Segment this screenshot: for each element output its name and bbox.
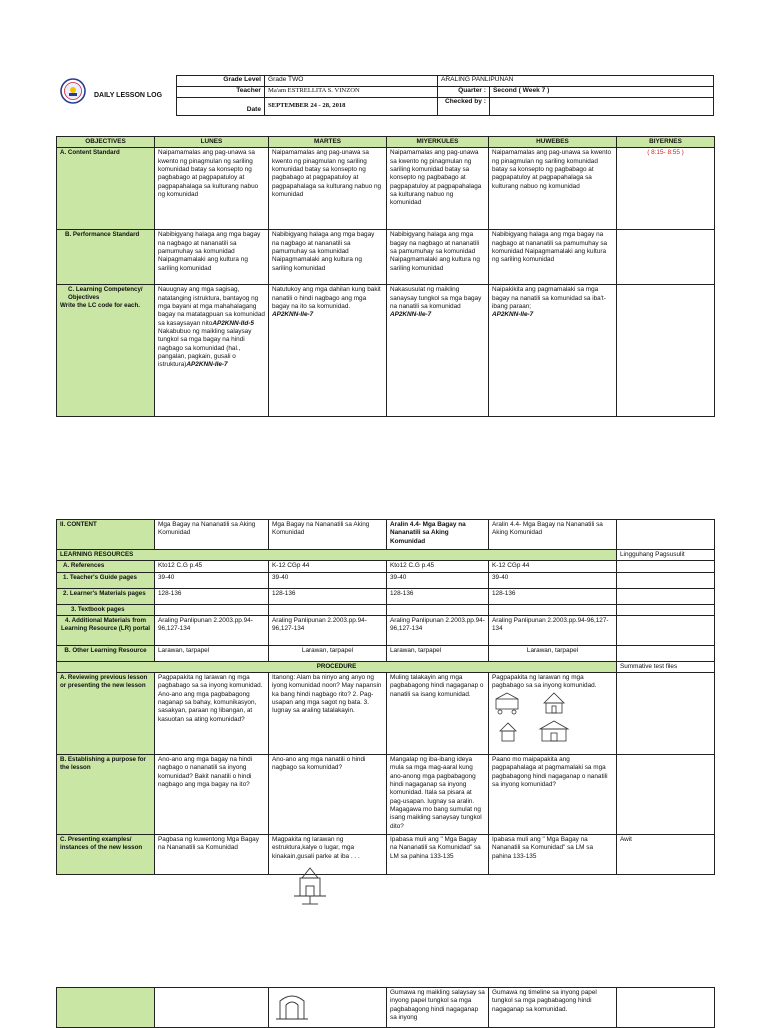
grade-level-label: Grade Level xyxy=(177,76,265,87)
textbook-thursday xyxy=(489,604,617,615)
lc-monday-text-1: Nauugnay ang mga sagisag, natatanging istruktura, bantayog ng mga bayani at mga mahahalagang bagay na matatagpuan sa komunidad sa kasaysayan nito xyxy=(158,286,265,327)
additional-materials-thursday: Araling Panlipunan 2.2003.pp.94-96,127-134 xyxy=(489,615,617,645)
other-resource-thursday: Larawan, tarpapel xyxy=(489,645,617,661)
quarter-value: Second ( Week 7 ) xyxy=(490,87,714,98)
additional-materials-friday xyxy=(617,615,715,645)
teachers-guide-label: 1. Teacher's Guide pages xyxy=(57,572,155,588)
learners-materials-monday: 128-136 xyxy=(155,588,269,604)
learners-materials-thursday: 128-136 xyxy=(489,588,617,604)
procedure-friday: Summative test files xyxy=(617,661,715,672)
day-header-wednesday: MIYERKULES xyxy=(387,137,489,148)
next-thursday: Gumawa ng timeline sa inyong papel tungkol sa mga pagbabagong hindi nagaganap sa komunidad. xyxy=(489,988,617,1028)
content-standard-wednesday: Naipamamalas ang pag-unawa sa kwento ng pinagmulan ng sariling komunidad batay sa konsepto ng pagbabago at pagpapatuloy at pagpapahalaga sa kulturang nabuo ng komunidad xyxy=(387,148,489,230)
performance-standard-label: B. Performance Standard xyxy=(57,230,155,285)
references-monday: Kto12 C.G p.45 xyxy=(155,561,269,572)
review-friday xyxy=(617,673,715,755)
lc-tuesday-code: AP2KNN-IIe-7 xyxy=(272,311,314,319)
subject-value: ARALING PANLIPUNAN xyxy=(438,76,714,87)
other-resource-tuesday: Larawan, tarpapel xyxy=(269,645,387,661)
references-thursday: K-12 CGp 44 xyxy=(489,561,617,572)
content-friday xyxy=(617,520,715,550)
deped-seal-logo xyxy=(60,78,86,104)
textbook-tuesday xyxy=(269,604,387,615)
lc-tuesday-text: Natutukoy ang mga dahilan kung bakit nanatili o hindi nagbago ang mga bagay na ito sa komunidad. xyxy=(272,286,381,310)
community-images-sketch xyxy=(492,691,612,743)
content-standard-friday-time: ( 8:15- 8:55 ) xyxy=(617,148,715,230)
performance-standard-thursday: Nabibigyang halaga ang mga bagay na nagbago at nananatili sa pamumuhay sa komunidad Naipagmamalaki ang kultura ng sariling komunidad xyxy=(489,230,617,285)
presenting-tuesday: Magpakita ng larawan ng estruktura,kalye o lugar, mga kinakain,gusali parke at iba . . . xyxy=(269,835,387,875)
learning-competency-label xyxy=(57,285,155,417)
next-page-table xyxy=(56,987,715,1028)
lc-monday-code-1: AP2KNN-IId-5 xyxy=(212,319,254,327)
lc-monday-code-2: AP2KNN-IIe-7 xyxy=(186,361,228,369)
purpose-monday: Ano-ano ang mga bagay na hindi nagbago o nananatili sa inyong komunidad? Bakit nanatili o hindi nagbago ang mga bagay na ito? xyxy=(155,755,269,835)
content-monday: Mga Bagay na Nananatili sa Aking Komunidad xyxy=(155,520,269,550)
review-lesson-label: A. Reviewing previous lesson or presenting the new lesson xyxy=(57,673,155,755)
textbook-pages-label: 3. Textbook pages xyxy=(57,604,155,615)
document-title: DAILY LESSON LOG xyxy=(94,92,163,99)
review-monday: Pagpapakita ng larawan ng mga pagbabago sa sa inyong komunidad. Ano-ano ang mga pagbabagong naganap sa bahay, komunikasyon, sasakyan, paraan ng libangan, at kasuotan sa ating komunidad? xyxy=(155,673,269,755)
review-thursday-text: Pagpapakita ng larawan ng mga pagbabago sa sa inyong komunidad. xyxy=(492,674,597,690)
presenting-monday: Pagbasa ng kuwentong Mga Bagay na Nananatili sa Komunidad xyxy=(155,835,269,875)
header-table xyxy=(176,75,714,116)
objectives-table xyxy=(56,136,715,417)
purpose-friday xyxy=(617,755,715,835)
checked-by-value xyxy=(490,98,714,116)
references-wednesday: Kto12 C.G p.45 xyxy=(387,561,489,572)
learning-competency-wednesday xyxy=(387,285,489,417)
day-header-friday: BIYERNES xyxy=(617,137,715,148)
review-tuesday: Itanong: Alam ba ninyo ang anyo ng iyong komunidad noon? May napansin ka bang hindi nagbago rito? 2. Pag-usapan ang mga sagot ng bata. 3. Iugnay sa araling tatalakayin. xyxy=(269,673,387,755)
teachers-guide-wednesday: 39-40 xyxy=(387,572,489,588)
content-standard-thursday: Naipamamalas ang pag-unawa sa kwento ng pinagmulan ng sariling komunidad batay sa konsepto ng pagbabago at pagpapatuloy at pagpapahalaga sa kulturang nabuo ng komunidad xyxy=(489,148,617,230)
review-thursday xyxy=(489,673,617,755)
lc-monday-text-2: Nakabubuo ng maikling salaysay tungkol sa mga bagay na hindi nagbago sa komunidad (hal., pangalan, pagkain, gusali o istruktura) xyxy=(158,327,252,369)
church-sketch xyxy=(290,866,330,906)
establish-purpose-label: B. Establishing a purpose for the lesson xyxy=(57,755,155,835)
learning-competency-tuesday xyxy=(269,285,387,417)
procedure-label: PROCEDURE xyxy=(57,661,617,672)
references-label: A. References xyxy=(57,561,155,572)
teacher-value: Ma'am ESTRELLITA S. VINZON xyxy=(265,87,438,98)
performance-standard-tuesday: Nabibigyang halaga ang mga bagay na nagbago at nananatili sa pamumuhay sa komunidad Naipagmamalaki ang kultura ng sariling komunidad xyxy=(269,230,387,285)
content-standard-label: A. Content Standard xyxy=(57,148,155,230)
learners-materials-tuesday: 128-136 xyxy=(269,588,387,604)
teachers-guide-thursday: 39-40 xyxy=(489,572,617,588)
performance-standard-friday xyxy=(617,230,715,285)
content-wednesday: Aralin 4.4- Mga Bagay na Nananatili sa Aking Komunidad xyxy=(387,520,489,550)
learners-materials-wednesday: 128-136 xyxy=(387,588,489,604)
performance-standard-wednesday: Nabibigyang halaga ang mga bagay na nagbago at nananatili sa pamumuhay sa komunidad Naipagmamalaki ang kultura ng sariling komunidad xyxy=(387,230,489,285)
content-standard-monday: Naipamamalas ang pag-unawa sa kwento ng pinagmulan ng sariling komunidad batay sa konsepto ng pagbabago at pagpapatuloy at pagpapahalaga sa kulturang nabuo ng komunidad xyxy=(155,148,269,230)
presenting-examples-label: C. Presenting examples/ instances of the new lesson xyxy=(57,835,155,875)
next-tuesday xyxy=(269,988,387,1028)
lc-thursday-code: AP2KNN-IIe-7 xyxy=(492,311,534,319)
other-resource-friday xyxy=(617,645,715,661)
next-label xyxy=(57,988,155,1028)
day-header-thursday: HUWEBES xyxy=(489,137,617,148)
teacher-label: Teacher xyxy=(177,87,265,98)
checked-by-label: Checked by : xyxy=(438,98,490,116)
additional-materials-tuesday: Araling Panlipunan 2.2003.pp.94-96,127-134 xyxy=(269,615,387,645)
lc-thursday-text: Naipakikita ang pagmamalaki sa mga bagay na nanatili sa komunidad sa iba't-ibang paraan; xyxy=(492,286,606,310)
quarter-label: Quarter : xyxy=(438,87,490,98)
learners-materials-label: 2. Learner's Materials pages xyxy=(57,588,155,604)
presenting-thursday: Ipabasa muli ang " Mga Bagay na Nananatili sa Komunidad" sa LM sa pahina 133-135 xyxy=(489,835,617,875)
additional-materials-wednesday: Araling Panlipunan 2.2003.pp.94-96,127-134 xyxy=(387,615,489,645)
learning-competency-title: C. Learning Competency/ Objectives xyxy=(68,286,143,302)
additional-materials-monday: Araling Panlipunan 2.2003.pp.94-96,127-134 xyxy=(155,615,269,645)
lc-wednesday-code: AP2KNN-IIe-7 xyxy=(390,311,432,319)
objectives-header: OBJECTIVES xyxy=(57,137,155,148)
purpose-wednesday: Mangalap ng iba-ibang ideya mula sa mga mag-aaral kung ano-anong mga pagbabagong hindi nagaganap sa inyong komunidad. Itala sa pisara at pag-usapan. Iugnay sa aralin. Magagawa mo bang sumulat ng isang maikling sanaysay tungkol dito? xyxy=(387,755,489,835)
learning-competency-monday xyxy=(155,285,269,417)
lc-wednesday-text: Nakasusulat ng maikling sanaysay tungkol sa mga bagay na nanatili sa komunidad xyxy=(390,286,482,310)
review-wednesday: Muling talakayin ang mga pagbabagong hindi nagaganap o nanatili sa isang komunidad. xyxy=(387,673,489,755)
learning-competency-thursday xyxy=(489,285,617,417)
purpose-tuesday: Ano-ano ang mga nanatili o hindi nagbago sa komunidad? xyxy=(269,755,387,835)
content-standard-tuesday: Naipamamalas ang pag-unawa sa kwento ng pinagmulan ng sariling komunidad batay sa konsepto ng pagbabago at pagpapatuloy at pagpapahalaga sa kulturang nabuo ng komunidad xyxy=(269,148,387,230)
presenting-friday: Awit xyxy=(617,835,715,875)
textbook-wednesday xyxy=(387,604,489,615)
teachers-guide-tuesday: 39-40 xyxy=(269,572,387,588)
learning-competency-note: Write the LC code for each. xyxy=(60,302,140,310)
other-resource-monday: Larawan, tarpapel xyxy=(155,645,269,661)
teachers-guide-friday xyxy=(617,572,715,588)
references-tuesday: K-12 CGp 44 xyxy=(269,561,387,572)
other-resource-wednesday: Larawan, tarpapel xyxy=(387,645,489,661)
next-wednesday: Gumawa ng maikling salaysay sa inyong papel tungkol sa mga pagbabagong hindi nagaganap sa inyong xyxy=(387,988,489,1028)
grade-level-value: Grade TWO xyxy=(265,76,438,87)
arch-sketch xyxy=(272,989,312,1021)
performance-standard-monday: Nabibigyang halaga ang mga bagay na nagbago at nananatili sa pamumuhay sa komunidad Naipagmamalaki ang kultura ng sariling komunidad xyxy=(155,230,269,285)
day-header-monday: LUNES xyxy=(155,137,269,148)
learning-resources-friday: Lingguhang Pagsusulit xyxy=(617,550,715,561)
other-resource-label: B. Other Learning Resource xyxy=(57,645,155,661)
learning-resources-label: LEARNING RESOURCES xyxy=(57,550,617,561)
date-label: Date xyxy=(177,98,265,116)
next-friday xyxy=(617,988,715,1028)
presenting-wednesday: Ipabasa muli ang " Mga Bagay na Nananatili sa Komunidad" sa LM sa pahina 133-135 xyxy=(387,835,489,875)
learning-competency-friday xyxy=(617,285,715,417)
textbook-friday xyxy=(617,604,715,615)
content-tuesday: Mga Bagay na Nananatili sa Aking Komunidad xyxy=(269,520,387,550)
purpose-thursday: Paano mo maipapakita ang pagpapahalaga at pagmamalaki sa mga pagbabagong hindi nagaganap o nanatili sa inyong komunidad? xyxy=(489,755,617,835)
date-value: SEPTEMBER 24 - 28, 2018 xyxy=(265,98,438,116)
teachers-guide-monday: 39-40 xyxy=(155,572,269,588)
additional-materials-label: 4. Additional Materials from Learning Resource (LR) portal xyxy=(57,615,155,645)
learners-materials-friday xyxy=(617,588,715,604)
content-label: II. CONTENT xyxy=(57,520,155,550)
content-thursday: Aralin 4.4- Mga Bagay na Nananatili sa Aking Komunidad xyxy=(489,520,617,550)
content-table xyxy=(56,519,715,875)
next-monday xyxy=(155,988,269,1028)
references-friday xyxy=(617,561,715,572)
day-header-tuesday: MARTES xyxy=(269,137,387,148)
textbook-monday xyxy=(155,604,269,615)
